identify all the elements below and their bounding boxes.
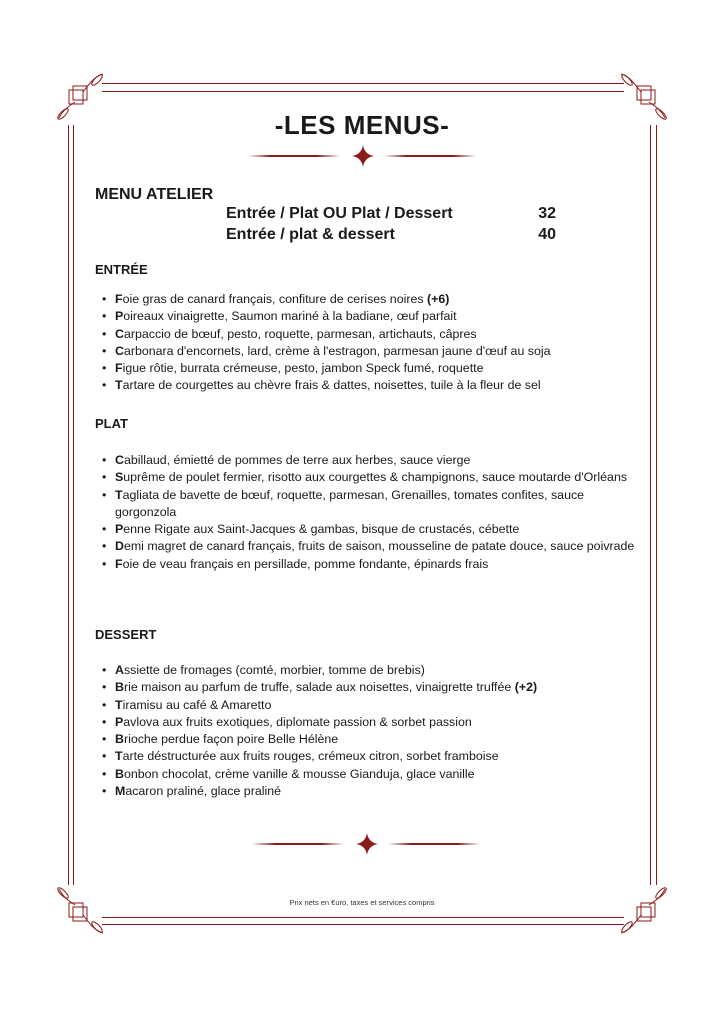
formula-price: 32 (538, 205, 556, 222)
item-text: uprême de poulet fermier, risotto aux courgettes & champignons, sauce moutarde d'Orléans (123, 470, 628, 485)
item-text: oireaux vinaigrette, Saumon mariné à la badiane, œuf parfait (123, 309, 457, 324)
item-text: acaron praliné, glace praliné (125, 784, 281, 799)
item-text: enne Rigate aux Saint-Jacques & gambas, bisque de crustacés, cébette (123, 522, 520, 537)
item-initial: P (115, 522, 124, 537)
item-initial: T (115, 697, 123, 712)
item-initial: B (115, 680, 124, 695)
menu-item (100, 291, 640, 308)
formula-row (226, 205, 556, 223)
item-text: agliata de bavette de bœuf, roquette, parmesan, Grenailles, tomates confites, sauce gorgonzola (115, 487, 585, 519)
menu-item (100, 731, 640, 748)
divider-ornament (248, 148, 476, 164)
item-initial: P (115, 714, 124, 729)
item-initial: P (115, 309, 124, 324)
item-text: arpaccio de bœuf, pesto, roquette, parmesan, artichauts, câpres (123, 326, 477, 341)
menu-item (100, 697, 640, 714)
menu-item (100, 556, 640, 573)
item-initial: C (115, 326, 124, 341)
item-text: oie gras de canard français, confiture de cerises noires (122, 292, 427, 306)
formula-price: 40 (538, 226, 556, 243)
item-text: rioche perdue façon poire Belle Hélène (123, 732, 339, 747)
section-title-plat: PLAT (95, 416, 128, 431)
corner-ornament-icon (55, 885, 105, 935)
menu-item (100, 326, 640, 343)
item-text: abillaud, émietté de pommes de terre aux herbes, sauce vierge (123, 453, 471, 467)
divider-ornament (252, 836, 480, 852)
item-text: ssiette de fromages (comté, morbier, tomme de brebis) (123, 663, 425, 677)
item-text: iramisu au café & Amaretto (122, 697, 272, 712)
item-initial: C (115, 453, 124, 467)
item-initial: B (115, 732, 124, 747)
item-initial: C (115, 343, 124, 358)
item-initial: F (115, 361, 123, 376)
formula-row (226, 226, 556, 244)
menu-item (100, 538, 640, 555)
item-initial: M (115, 784, 126, 799)
item-initial: T (115, 378, 123, 393)
entree-list (100, 291, 640, 395)
menu-item (100, 452, 640, 469)
item-initial: T (115, 487, 123, 502)
menu-item (100, 748, 640, 765)
plat-list (100, 452, 640, 573)
menu-item (100, 783, 640, 800)
section-title-entree: ENTRÉE (95, 262, 148, 277)
menu-item (100, 308, 640, 325)
dessert-list (100, 662, 640, 800)
item-text: rie maison au parfum de truffe, salade aux noisettes, vinaigrette truffée (123, 680, 515, 695)
item-text: onbon chocolat, crème vanille & mousse Gianduja, glace vanille (123, 766, 475, 781)
item-text: artare de courgettes au chèvre frais & dattes, noisettes, tuile à la fleur de sel (122, 378, 541, 393)
footer-note: Prix nets en €uro, taxes et services compris (289, 898, 435, 907)
diamond-star-icon (352, 145, 374, 167)
item-initial: F (115, 292, 123, 306)
menu-item (100, 662, 640, 679)
section-title-dessert: DESSERT (95, 627, 157, 642)
item-text: arte déstructurée aux fruits rouges, crémeux citron, sorbet framboise (122, 749, 499, 764)
diamond-star-icon (356, 833, 378, 855)
item-text: avlova aux fruits exotiques, diplomate passion & sorbet passion (123, 714, 472, 729)
supplement-price: (+6) (427, 292, 450, 306)
menu-item (100, 360, 640, 377)
menu-item (100, 679, 640, 696)
item-text: igue rôtie, burrata crémeuse, pesto, jambon Speck fumé, roquette (122, 361, 484, 376)
item-initial: B (115, 766, 124, 781)
menu-item (100, 377, 640, 394)
item-initial: A (115, 663, 124, 677)
page-title: -LES MENUS- (274, 110, 450, 140)
item-text: arbonara d'encornets, lard, crème à l'estragon, parmesan jaune d'œuf au soja (123, 343, 551, 358)
item-initial: F (115, 556, 123, 571)
item-initial: T (115, 749, 123, 764)
menu-item (100, 521, 640, 538)
formula-label: Entrée / Plat OU Plat / Dessert (226, 205, 453, 222)
item-initial: D (115, 539, 124, 554)
menu-item (100, 487, 640, 522)
supplement-price: (+2) (514, 680, 538, 695)
menu-item (100, 766, 640, 783)
menu-name: MENU ATELIER (95, 186, 214, 203)
menu-item (100, 469, 640, 486)
corner-ornament-icon (619, 885, 669, 935)
item-text: oie de veau français en persillade, pomme fondante, épinards frais (122, 556, 489, 571)
menu-item (100, 714, 640, 731)
formula-label: Entrée / plat & dessert (226, 226, 395, 243)
item-initial: S (115, 470, 124, 485)
item-text: emi magret de canard français, fruits de saison, mousseline de patate douce, sauce poivrade (123, 539, 635, 554)
menu-item (100, 343, 640, 360)
